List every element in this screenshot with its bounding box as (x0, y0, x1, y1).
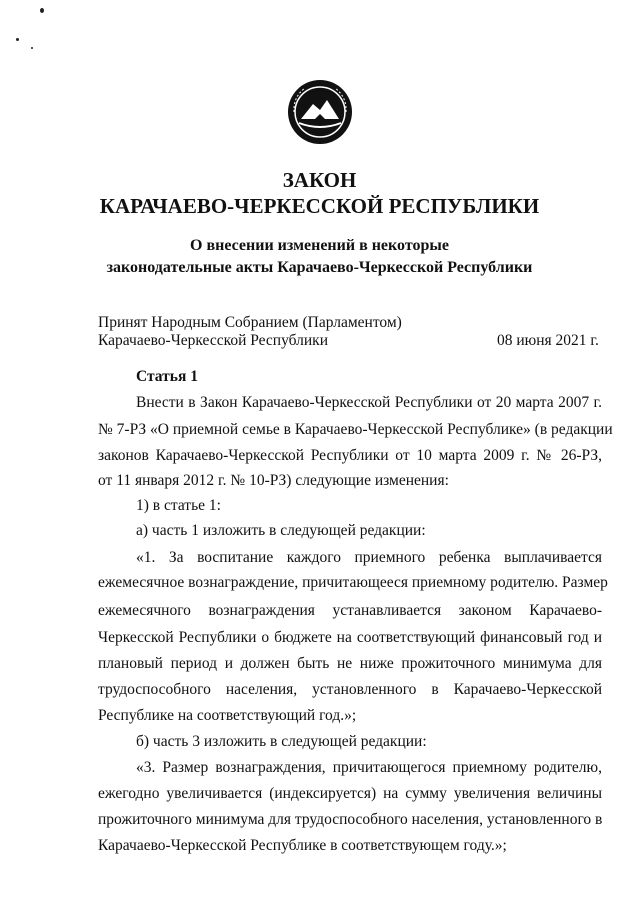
article-heading: Статья 1 (136, 368, 198, 385)
body-line: а) часть 1 изложить в следующей редакции: (136, 522, 426, 539)
body-line: «3. Размер вознаграждения, причитающегося приемному родителю, (136, 759, 602, 776)
scan-speck (31, 47, 33, 49)
scan-speck (40, 8, 44, 13)
law-title: ЗАКОН (282, 168, 357, 192)
body-line: б) часть 3 изложить в следующей редакции: (136, 733, 427, 750)
body-line: Внести в Закон Карачаево-Черкесской Республики от 20 марта 2007 г. (136, 394, 602, 411)
adoption-line: Принят Народным Собранием (Парламентом) (98, 314, 402, 331)
body-line: ежемесячного вознаграждения устанавливается законом Карачаево- (98, 602, 602, 619)
body-line: от 11 января 2012 г. № 10-РЗ) следующие изменения: (98, 472, 449, 489)
body-line: ежегодно увеличивается (индексируется) на сумму увеличения величины (98, 785, 602, 802)
body-line: трудоспособного населения, установленного в Карачаево-Черкесской (98, 681, 602, 698)
state-emblem-icon (287, 79, 353, 145)
body-line: Черкесской Республики о бюджете на соответствующий финансовый год и (98, 629, 602, 646)
body-line: 1) в статье 1: (136, 497, 221, 514)
adoption-line: Карачаево-Черкесской Республики (98, 332, 328, 349)
body-line: Карачаево-Черкесской Республике в соответствующем году.»; (98, 837, 507, 854)
body-line: № 7-РЗ «О приемной семье в Карачаево-Черкесской Республике» (в редакции (98, 421, 613, 438)
body-line: «1. За воспитание каждого приемного ребенка выплачивается (136, 549, 602, 566)
body-line: плановый период и должен быть не ниже прожиточного минимума для (98, 655, 602, 672)
body-line: Республике на соответствующий год.»; (98, 707, 357, 724)
scan-speck (16, 38, 19, 41)
law-title-republic: КАРАЧАЕВО-ЧЕРКЕССКОЙ РЕСПУБЛИКИ (99, 194, 540, 218)
adoption-date: 08 июня 2021 г. (497, 332, 599, 349)
law-subtitle: О внесении изменений в некоторые (190, 237, 449, 254)
body-line: прожиточного минимума для трудоспособного населения, установленного в (98, 811, 603, 828)
law-subtitle-continued: законодательные акты Карачаево-Черкесской Республики (106, 259, 533, 276)
body-line: ежемесячное вознаграждение, причитающееся приемному родителю. Размер (98, 574, 608, 591)
body-line: законов Карачаево-Черкесской Республики от 10 марта 2009 г. № 26-РЗ, (98, 447, 602, 464)
